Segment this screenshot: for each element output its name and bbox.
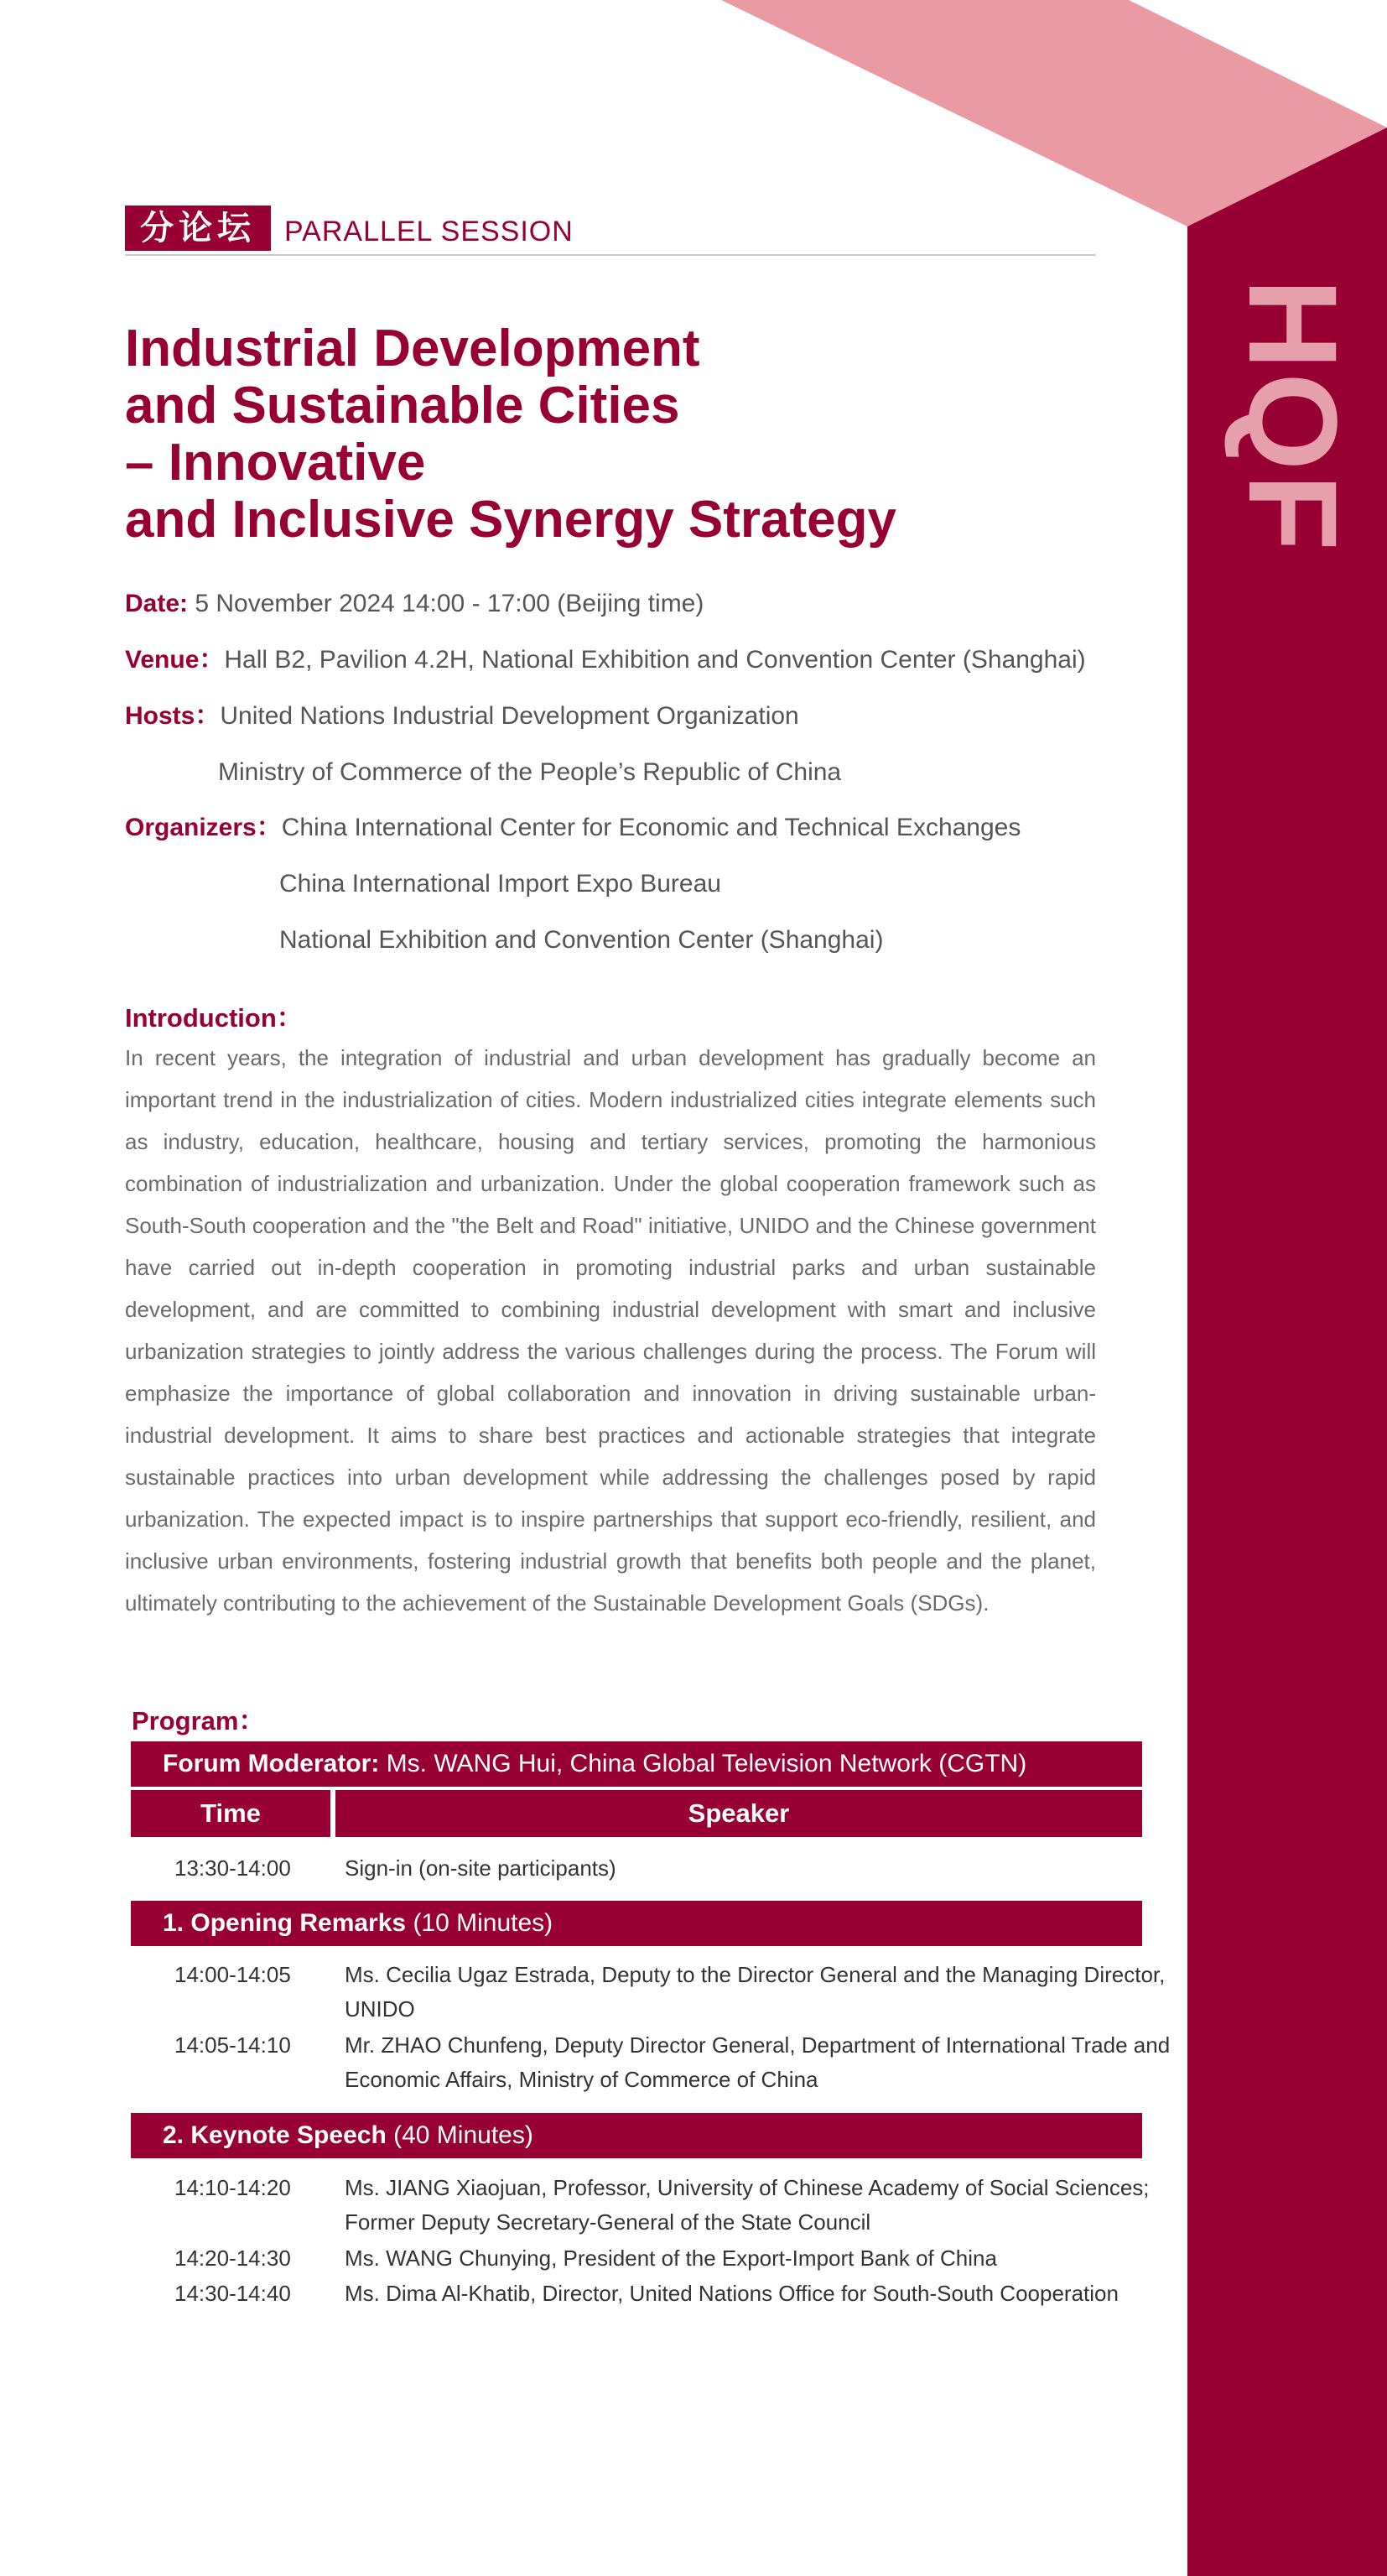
hosts-label: Hosts： [125,702,221,730]
venue-value: Hall B2, Pavilion 4.2H, National Exhibition and Convention Center (Shanghai) [224,646,1086,674]
hqf-logo-text: HQF [1223,278,1364,554]
signin-text: Sign-in (on-site participants) [345,1855,616,1881]
schedule-speaker: Ms. JIANG Xiaojuan, Professor, University of Chinese Academy of Social Sciences; Former Deputy Secretary-General of the State Council [345,2175,1150,2235]
schedule-speaker: Ms. WANG Chunying, President of the Export-Import Bank of China [345,2246,997,2271]
schedule-time: 14:20-14:30 [174,2246,291,2271]
date-value: 5 November 2024 14:00 - 17:00 (Beijing time) [188,590,704,617]
introduction-heading: Introduction： [125,1003,303,1033]
section-header [125,206,1096,256]
schedule-speaker: Ms. Dima Al-Khatib, Director, United Nations Office for South-South Cooperation [345,2281,1119,2306]
host-item: United Nations Industrial Development Organization [220,702,799,730]
schedule-time: 14:00-14:05 [174,1962,291,1987]
program-heading: Program： [132,1706,265,1736]
moderator-label: Forum Moderator: [163,1750,380,1777]
moderator-value: Ms. WANG Hui, China Global Television Network (CGTN) [379,1750,1027,1777]
venue-line [125,643,1086,677]
section-duration: (40 Minutes) [386,2121,533,2149]
page-title [125,320,1089,549]
section-duration: (10 Minutes) [406,1909,553,1937]
keynote-speech-bar [131,2113,1142,2158]
schedule-speaker: Ms. Cecilia Ugaz Estrada, Deputy to the Director General and the Managing Director, UNIDO [345,1962,1166,2022]
organizer-item: China International Import Expo Bureau [279,870,721,898]
organizers-label: Organizers： [125,814,282,841]
schedule-time: 14:30-14:40 [174,2281,291,2306]
organizers-line [125,811,1021,845]
title-line: – Innovative [125,434,426,492]
date-line [125,587,704,621]
organizer-item: National Exhibition and Convention Center (Shanghai) [279,926,884,954]
speaker-column-header: Speaker [335,1790,1142,1837]
schedule-time: 14:10-14:20 [174,2175,291,2200]
title-line: and Inclusive Synergy Strategy [125,491,897,549]
host-item: Ministry of Commerce of the People’s Republic of China [218,758,842,786]
parallel-session-badge-cn: 分论坛 [125,206,271,251]
section-title: 2. Keynote Speech [163,2121,387,2149]
organizer-item: China International Center for Economic and Technical Exchanges [281,814,1021,841]
schedule-speaker: Mr. ZHAO Chunfeng, Deputy Director General, Department of International Trade and Economic Affairs, Ministry of Commerce of China [345,2032,1171,2092]
opening-remarks-bar [131,1901,1142,1946]
section-title: 1. Opening Remarks [163,1909,407,1937]
schedule-time: 14:05-14:10 [174,2032,291,2058]
title-line: Industrial Development [125,320,700,377]
moderator-bar [131,1741,1142,1787]
time-column-header: Time [131,1790,330,1837]
hosts-line [125,700,799,733]
introduction-text: In recent years, the integration of industrial and urban development has gradually become an important trend in the industrialization of cities. Modern industrialized cities integrate elements such as industry, education, healthcare, housing and tertiary services, promoting the harmonious combination of industrialization and urbanization. Under the global cooperation framework such as South-South cooperation and the "the Belt and Road" initiative, UNIDO and the Chinese government have carried out in-depth cooperation in promoting industrial parks and urban sustainable development, and are committed to combining industrial development with smart and inclusive urbanization strategies to jointly address the various challenges during the process. The Forum will emphasize the importance of global collaboration and innovation in driving sustainable urban-industrial development. It aims to share best practices and actionable strategies that integrate sustainable practices into urban development while addressing the challenges posed by rapid urbanization. The expected impact is to inspire partnerships that support eco-friendly, resilient, and inclusive urban environments, fostering industrial growth that benefits both people and the planet, ultimately contributing to the achievement of the Sustainable Development Goals (SDGs). [125,1045,1096,1616]
venue-label: Venue： [125,646,225,674]
title-line: and Sustainable Cities [125,377,680,435]
date-label: Date: [125,590,189,617]
parallel-session-badge-en: PARALLEL SESSION [284,216,574,247]
signin-time: 13:30-14:00 [174,1855,291,1881]
